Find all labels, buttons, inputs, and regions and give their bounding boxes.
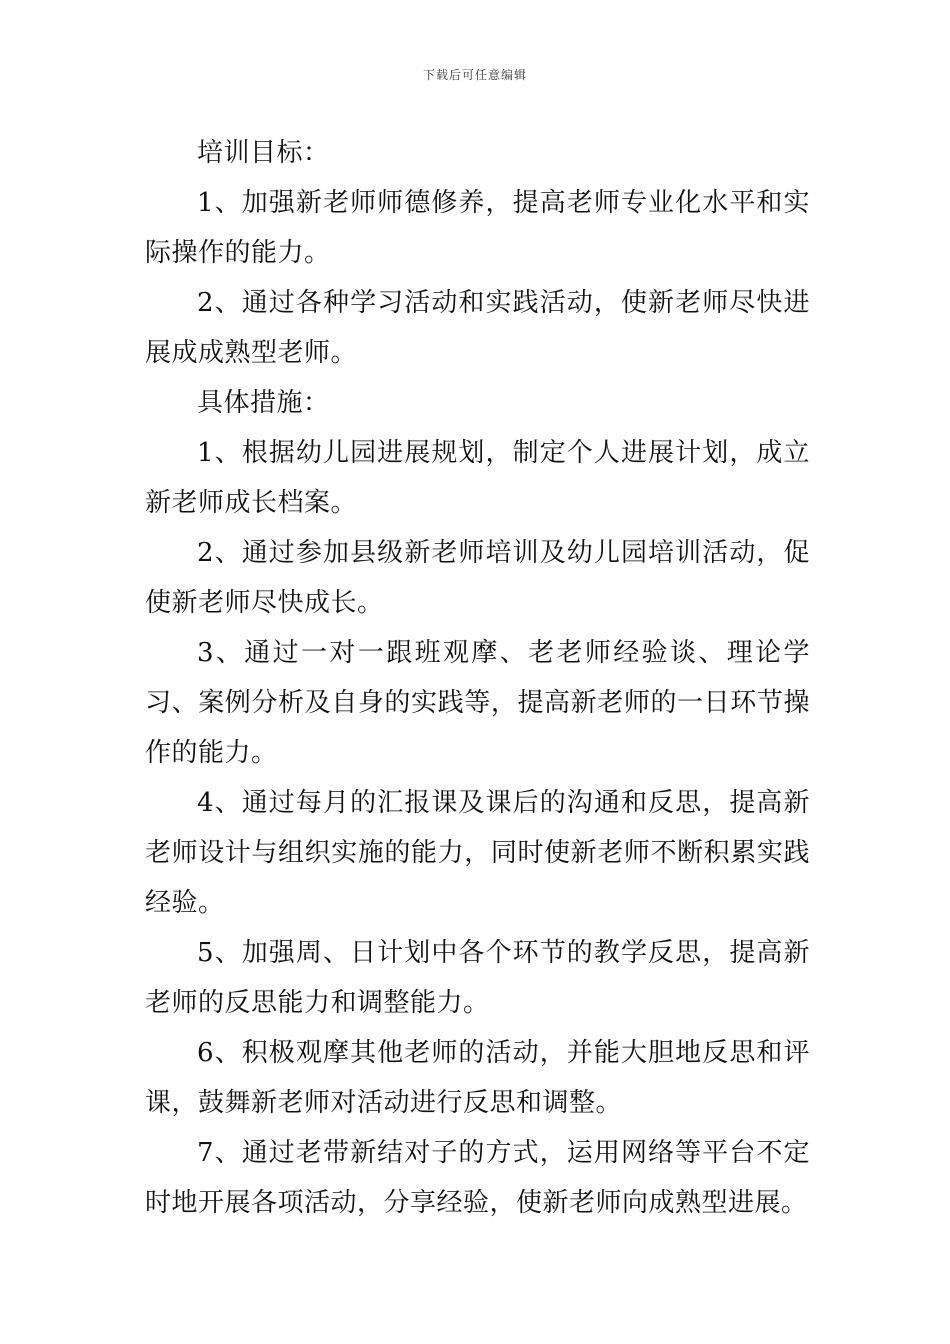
paragraph: 6、积极观摩其他老师的活动，并能大胆地反思和评课，鼓舞新老师对活动进行反思和调整。	[145, 1038, 810, 1118]
section-heading-training-goals: 培训目标：	[197, 138, 330, 168]
paragraph: 1、加强新老师师德修养，提高老师专业化水平和实际操作的能力。	[145, 188, 810, 268]
paragraph: 5、加强周、日计划中各个环节的教学反思，提高新老师的反思能力和调整能力。	[145, 938, 810, 1018]
document-body	[145, 128, 810, 1228]
paragraph: 3、通过一对一跟班观摩、老老师经验谈、理论学习、案例分析及自身的实践等，提高新老师的一日环节操作的能力。	[145, 638, 810, 768]
paragraph: 7、通过老带新结对子的方式，运用网络等平台不定时地开展各项活动，分享经验，使新老师向成熟型进展。	[145, 1138, 810, 1218]
paragraph: 1、根据幼儿园进展规划，制定个人进展计划，成立新老师成长档案。	[145, 438, 810, 518]
section-heading-measures: 具体措施：	[197, 388, 330, 418]
download-note: 下载后可任意编辑	[422, 68, 527, 82]
paragraph: 2、通过参加县级新老师培训及幼儿园培训活动，促使新老师尽快成长。	[145, 538, 810, 618]
paragraph: 2、通过各种学习活动和实践活动，使新老师尽快进展成成熟型老师。	[145, 288, 810, 368]
paragraph: 4、通过每月的汇报课及课后的沟通和反思，提高新老师设计与组织实施的能力，同时使新老师不断积累实践经验。	[145, 788, 810, 918]
